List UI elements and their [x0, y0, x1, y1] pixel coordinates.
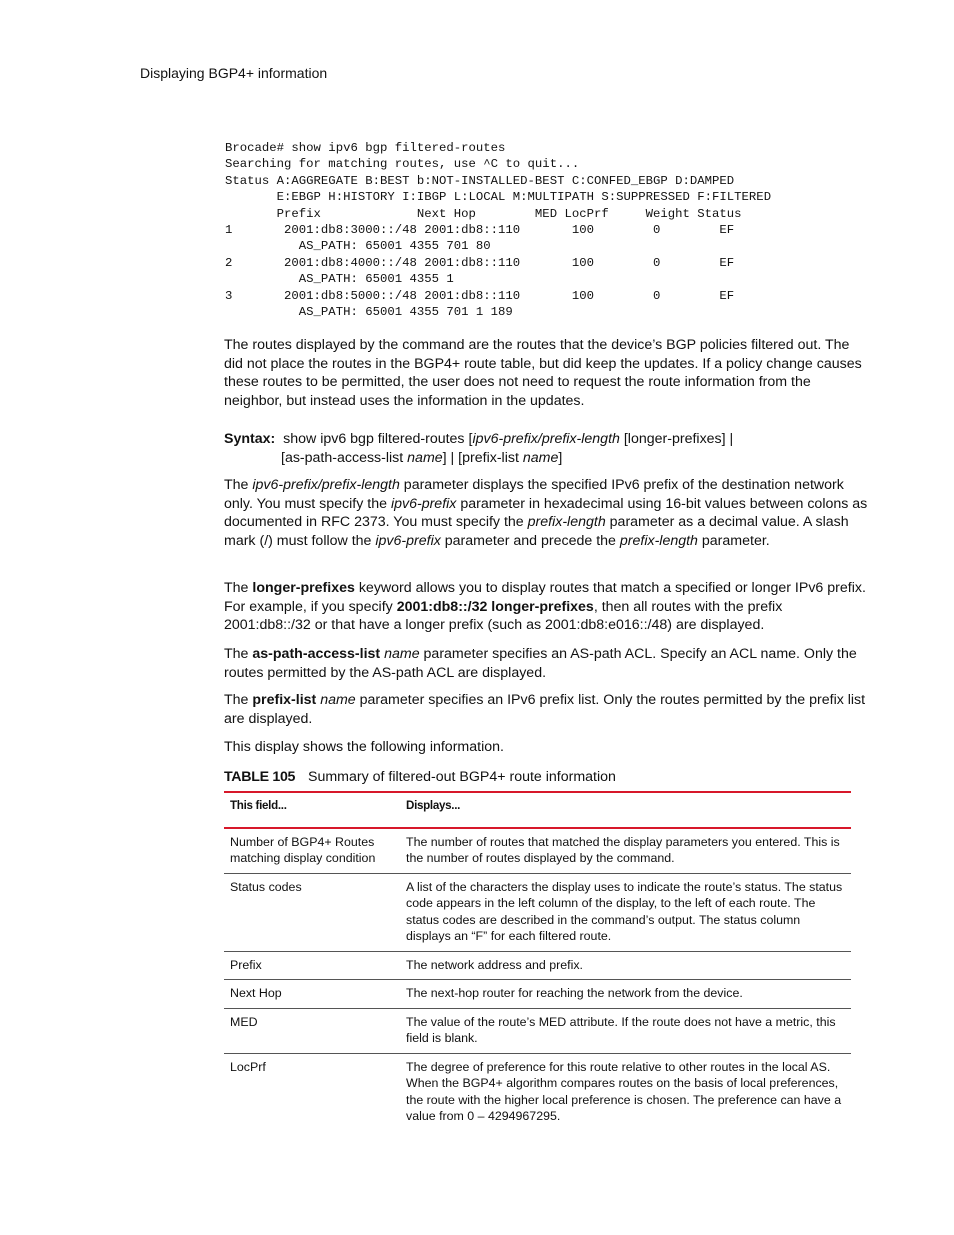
syntax-opt-longer: [longer-prefixes] | [623, 431, 734, 447]
code-line: Prefix Next Hop MED LocPrf Weight Status [225, 206, 742, 221]
table-caption [224, 769, 616, 785]
syntax-separator: ] | [ [442, 449, 463, 466]
syntax-line-1 [224, 430, 869, 449]
syntax-bracket: [ [468, 431, 473, 447]
column-header-field: This field... [224, 792, 400, 828]
syntax-arg-name: name [407, 449, 443, 466]
param-longer-paragraph: The longer-prefixes keyword allows you to display routes that match a specified or longer IPv6 prefix. For example, if you specify 2001:db8::/32 longer-prefixes, then all routes with the prefix 2001:db8::/32 or that have a longer prefix (such as 2001:db8:e016::/48) are displayed. [224, 580, 866, 634]
syntax-bracket: ] [558, 449, 563, 466]
table-row [224, 873, 851, 951]
description-cell: A list of the characters the display uses to indicate the route’s status. The status code appears in the left column of the display, to the left of each route. The status codes are described in the command’s output. The status column displays an “F” for each filtered route. [400, 873, 851, 951]
running-header: Displaying BGP4+ information [140, 65, 328, 81]
field-cell: Status codes [224, 873, 400, 951]
code-line: 1 2001:db8:3000::/48 2001:db8::110 100 0 EF [225, 223, 735, 238]
code-line: Brocade# show ipv6 bgp filtered-routes [225, 141, 506, 155]
table-title: Summary of filtered-out BGP4+ route information [308, 769, 616, 785]
syntax-line-2 [224, 449, 869, 468]
table-label: TABLE 105 [224, 769, 296, 785]
syntax-block [224, 430, 869, 467]
code-line: Searching for matching routes, use ^C to quit... [225, 157, 580, 172]
field-cell: Next Hop [224, 980, 400, 1009]
description-cell: The value of the route’s MED attribute. If the route does not have a metric, this field is blank. [400, 1008, 851, 1053]
table-row [224, 1008, 851, 1053]
code-line: Status A:AGGREGATE B:BEST b:NOT-INSTALLED-BEST C:CONFED_EBGP D:DAMPED [225, 173, 735, 188]
field-cell: MED [224, 1008, 400, 1053]
display-intro: This display shows the following information. [224, 739, 504, 755]
column-header-displays: Displays... [400, 792, 851, 828]
description-cell: The number of routes that matched the display parameters you entered. This is the number of routes displayed by the command. [400, 828, 851, 874]
description-cell: The degree of preference for this route relative to other routes in the local AS. When the BGP4+ algorithm compares routes on the basis of local preferences, the route with the higher local preference is chosen. The preference can have a value from 0 – 4294967295. [406, 1059, 842, 1123]
field-cell: LocPrf [230, 1059, 266, 1074]
table-row [224, 980, 851, 1009]
code-line: AS_PATH: 65001 4355 701 80 [225, 239, 491, 254]
syntax-label: Syntax: [224, 431, 276, 447]
param-prefix-paragraph: The ipv6-prefix/prefix-length parameter displays the specified IPv6 prefix of the destination network only. You must specify the ipv6-prefix parameter in hexadecimal using 16-bit values between colons as documented in RFC 2373. You must specify the prefix-length parameter as a decimal value. A slash mark (/) must follow the ipv6-prefix parameter and precede the prefix-length parameter. [224, 477, 868, 550]
syntax-opt-aspath: [as-path-access-list [281, 449, 404, 466]
table-row [224, 1053, 851, 1131]
code-line: 3 2001:db8:5000::/48 2001:db8::110 100 0 EF [225, 288, 735, 303]
field-table [224, 791, 851, 1131]
syntax-opt-prefixlist: prefix-list [462, 449, 519, 466]
table-row [224, 951, 851, 980]
description-cell: The next-hop router for reaching the network from the device. [400, 980, 851, 1009]
cli-output-block [225, 140, 771, 320]
field-cell: Number of BGP4+ Routes matching display condition [224, 828, 400, 874]
intro-paragraph [224, 336, 869, 411]
syntax-arg-name: name [522, 449, 559, 466]
code-line: 2 2001:db8:4000::/48 2001:db8::110 100 0 EF [225, 255, 735, 270]
intro-text: The routes displayed by the command are the routes that the device’s BGP policies filtered out. The did not place the routes in the BGP4+ route table, but did keep the updates. If a policy change causes these routes to be permitted, the user does not need to request the route information from the neighbor, but instead uses the information in the updates. [224, 337, 862, 410]
param-aspath-paragraph: The as-path-access-list name parameter specifies an AS-path ACL. Specify an ACL name. Only the routes permitted by the AS-path ACL are displayed. [224, 646, 857, 681]
description-cell: The network address and prefix. [400, 951, 851, 980]
code-line: AS_PATH: 65001 4355 1 [225, 272, 454, 287]
table-row [224, 828, 851, 874]
param-prefixlist-paragraph: The prefix-list name parameter specifies an IPv6 prefix list. Only the routes permitted by the prefix list are displayed. [224, 692, 866, 727]
syntax-arg-prefix: ipv6-prefix/prefix-length [472, 431, 620, 447]
syntax-command: show ipv6 bgp filtered-routes [283, 431, 465, 447]
table-header-row [224, 792, 851, 828]
code-line: AS_PATH: 65001 4355 701 1 189 [225, 305, 513, 320]
field-cell: Prefix [224, 951, 400, 980]
code-line: E:EBGP H:HISTORY I:IBGP L:LOCAL M:MULTIPATH S:SUPPRESSED F:FILTERED [225, 190, 772, 205]
